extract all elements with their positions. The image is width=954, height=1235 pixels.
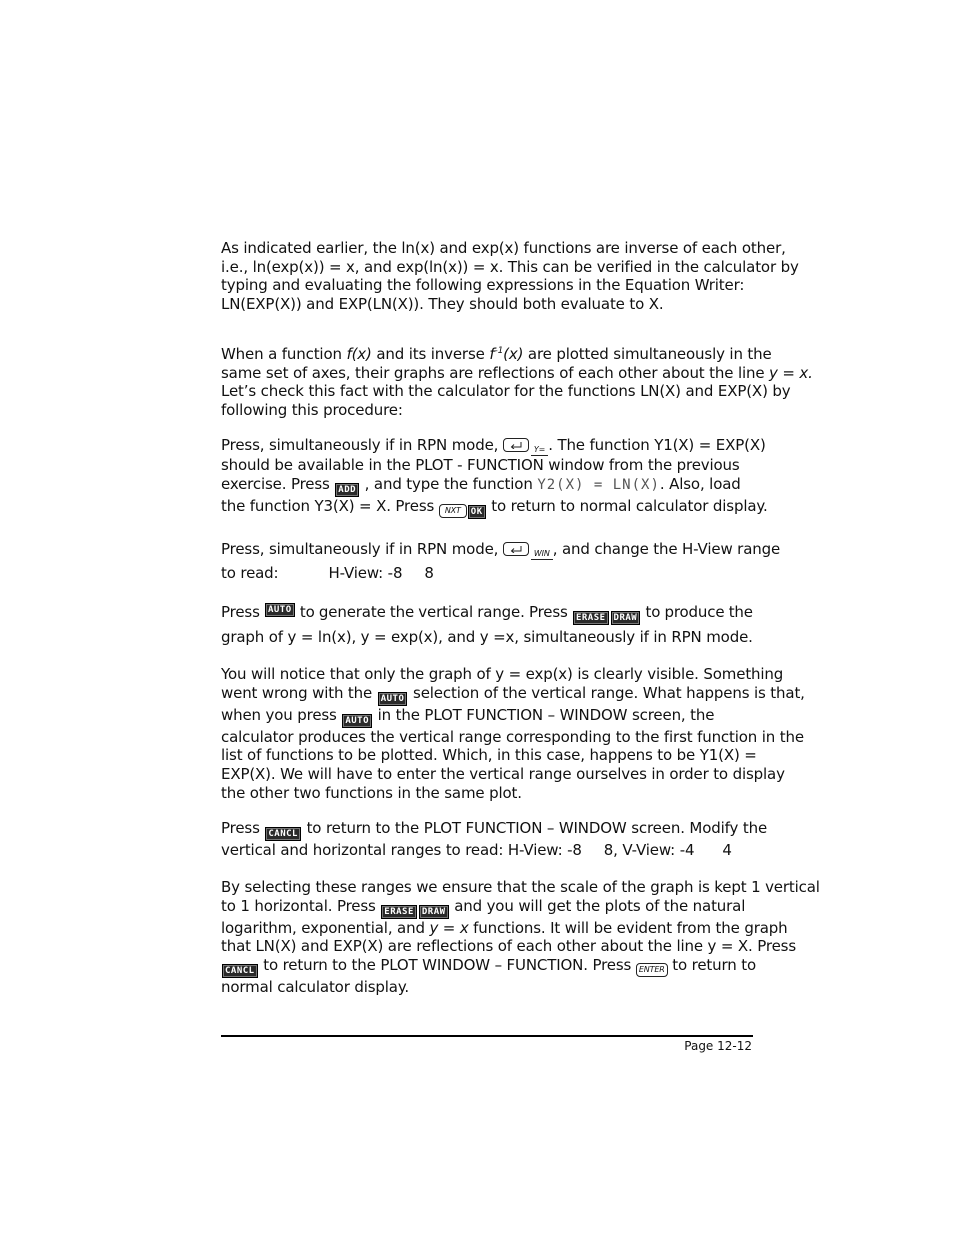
text-line <box>221 363 813 383</box>
paragraph-hview <box>221 537 781 585</box>
left-shift-key-icon <box>503 542 529 556</box>
text-line <box>221 561 753 585</box>
text: logarithm, exponential, and <box>221 918 430 937</box>
text: went wrong with the <box>221 683 377 702</box>
text: 8, V-View: -4 <box>603 841 695 859</box>
word: to <box>299 603 315 621</box>
text-line: calculator produces the vertical range corresponding to the first function in the <box>221 727 804 746</box>
win-key-label: WIN <box>531 549 553 560</box>
text: exercise. Press <box>221 474 335 493</box>
text: Press, simultaneously if in RPN mode, <box>221 436 503 454</box>
text: 4 <box>722 841 732 859</box>
y-eq-x-italic: y = x <box>429 918 469 937</box>
text: selection of the vertical range. What happens is that, <box>408 683 805 702</box>
text: to return to normal calculator display. <box>486 496 768 515</box>
text: to 1 horizontal. Press <box>221 896 381 915</box>
word: Press <box>221 603 260 621</box>
erase-draw-keys <box>572 603 641 625</box>
text-line: should be available in the PLOT - FUNCTION window from the previous <box>221 456 740 474</box>
paragraph-auto-draw <box>221 603 753 649</box>
fx-italic: f(x) <box>346 345 372 363</box>
text: when you press <box>221 705 342 724</box>
text-line <box>221 683 805 706</box>
word: to <box>645 603 661 621</box>
text-line: As indicated earlier, the ln(x) and exp(x) functions are inverse of each other, <box>221 239 786 257</box>
text-line: typing and evaluating the following expressions in the Equation Writer: <box>221 276 745 295</box>
left-shift-key-icon <box>503 438 529 452</box>
text: . The function Y1(X) = EXP(X) <box>548 436 766 454</box>
finv-arg: (x) <box>503 345 524 363</box>
text-line: LN(EXP(X)) and EXP(LN(X)). They should both evaluate to X. <box>221 295 664 314</box>
text-line <box>221 918 788 938</box>
add-softkey: ADD <box>335 483 359 497</box>
page-number: Page 12-12 <box>684 1039 752 1053</box>
erase-softkey: ERASE <box>381 905 417 919</box>
text: same set of axes, their graphs are reflections of each other about the line <box>221 363 770 382</box>
text-line <box>221 436 766 456</box>
paragraph-load-functions <box>221 436 768 519</box>
enter-key: ENTER <box>636 963 668 977</box>
word: vertical <box>418 603 474 621</box>
cancel-softkey: CANCL <box>265 827 301 841</box>
finv-italic: f <box>489 345 495 363</box>
auto-softkey: AUTO <box>378 692 408 706</box>
text: , and change the H-View range <box>552 540 781 558</box>
text-line: that LN(X) and EXP(X) are reflections of each other about the line y = X. Press <box>221 937 797 956</box>
text: in the PLOT FUNCTION – WINDOW screen, the <box>373 705 715 724</box>
text-line: You will notice that only the graph of y = exp(x) is clearly visible. Something <box>221 665 784 683</box>
text: When a function <box>221 345 347 363</box>
text-line: normal calculator display. <box>221 978 410 997</box>
hview-max: 8 <box>424 564 434 582</box>
text-line <box>221 475 753 497</box>
text-line: EXP(X). We will have to enter the vertical range ourselves in order to display <box>221 765 785 784</box>
text: , and type the function <box>360 474 538 493</box>
lcd-function-text: Y2(X) = LN(X) <box>537 476 660 493</box>
text-line: i.e., ln(exp(x)) = x, and exp(ln(x)) = x. This can be verified in the calculator by <box>221 257 799 276</box>
text: to return to <box>667 956 756 975</box>
text: . Also, load <box>659 474 741 493</box>
word: range. <box>477 603 525 621</box>
text: and you will get the plots of the natural <box>449 896 746 915</box>
word: produce <box>664 603 725 621</box>
word: the <box>389 603 415 621</box>
text: Press, simultaneously if in RPN mode, <box>221 540 503 558</box>
text-line <box>221 706 753 728</box>
paragraph-cancel-modify <box>221 819 768 860</box>
word: Press <box>528 603 568 621</box>
y-equals-key-label: Y= <box>531 445 548 456</box>
text-line: By selecting these ranges we ensure that the scale of the graph is kept 1 vertical <box>221 878 820 896</box>
text-line: list of functions to be plotted. Which, in this case, happens to be Y1(X) = <box>221 746 757 765</box>
text-line: the other two functions in the same plot. <box>221 783 522 802</box>
cancel-softkey: CANCL <box>222 964 258 978</box>
word: generate <box>318 603 386 621</box>
text: are plotted simultaneously in the <box>523 345 772 363</box>
text: to return to the PLOT FUNCTION – WINDOW screen. Modify the <box>301 819 768 837</box>
text-line: following this procedure: <box>221 401 403 420</box>
text-line <box>221 342 772 364</box>
text: the function Y3(X) = X. Press <box>221 496 439 515</box>
draw-softkey: DRAW <box>611 611 641 625</box>
text: and its inverse <box>371 345 490 363</box>
footer-rule <box>221 1035 753 1037</box>
ok-softkey: OK <box>468 505 486 519</box>
text: to read: <box>221 564 279 582</box>
text-line: Let’s check this fact with the calculator for the functions LN(X) and EXP(X) by <box>221 382 791 401</box>
auto-softkey: AUTO <box>342 714 372 728</box>
paragraph-auto-issue <box>221 665 805 803</box>
text-line <box>221 956 756 978</box>
text-line <box>221 496 768 519</box>
text: functions. It will be evident from the graph <box>468 918 788 937</box>
nxt-key: NXT <box>439 504 467 518</box>
finv-superscript: -1 <box>494 346 504 356</box>
paragraph-reflection-intro <box>221 342 813 420</box>
paragraph-scale <box>221 878 820 997</box>
hview-value: H-View: -8 <box>328 564 403 582</box>
text-line <box>221 897 753 919</box>
text: to return to the PLOT WINDOW – FUNCTION. Press <box>258 956 636 975</box>
paragraph-inverse-functions <box>221 239 799 314</box>
text-line <box>221 819 768 841</box>
auto-softkey: AUTO <box>265 603 295 617</box>
word: the <box>728 603 753 621</box>
draw-softkey: DRAW <box>419 905 449 919</box>
text-line <box>221 841 753 860</box>
justified-line <box>221 603 753 625</box>
text: Press <box>221 819 265 837</box>
erase-softkey: ERASE <box>573 611 609 625</box>
text: vertical and horizontal ranges to read: H-View: -8 <box>221 841 582 859</box>
text-line: graph of y = ln(x), y = exp(x), and y =x, simultaneously if in RPN mode. <box>221 628 753 646</box>
y-eq-x-italic: y = x. <box>769 363 813 382</box>
text-line <box>221 537 781 561</box>
